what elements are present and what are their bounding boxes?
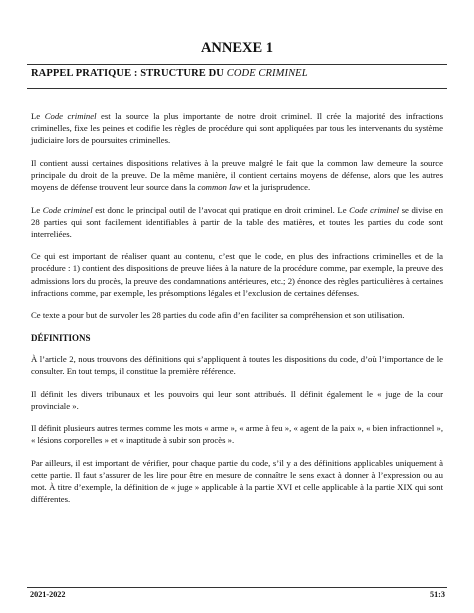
annexe-title: ANNEXE 1 — [200, 40, 274, 56]
p1-italic: Code criminel — [44, 111, 97, 121]
p1-text-b: est la source la plus importante de notre droit criminel. Il crée la majorité des infractions criminelles, fixe les peines et codifie les règles de procédure qui sont appliquées par tous les intervenants du système judiciaire lors de poursuites criminelles. — [31, 111, 443, 146]
p2-text-a: Il contient aussi certaines dispositions relatives à la preuve malgré le fait que la common law demeure la source principale du droit de la preuve. De la même manière, il contient certains moyens de défense, alors que les autres moyens de défense trouvent leur source dans la — [31, 157, 443, 192]
p2-italic: common law — [197, 181, 242, 192]
footer-rule — [27, 587, 447, 588]
paragraph-8: Il définit plusieurs autres termes comme les mots « arme », « arme à feu », « agent de la paix », « bien infractionnel », « lésions corporelles » et « inaptitude à subir son procès ». — [31, 423, 443, 446]
definitions-heading: DÉFINITIONS — [31, 332, 91, 343]
paragraph-7: Il définit les divers tribunaux et les pouvoirs qui leur sont attribués. Il définit également le « juge de la cour provinciale ». — [31, 388, 443, 411]
paragraph-6: À l’article 2, nous trouvons des définitions qui s’appliquent à toutes les dispositions du code, d’où l’importance de le consulter. En tout temps, il constitue la première référence. — [31, 353, 443, 376]
p3-italic-1: Code criminel — [42, 204, 93, 215]
body-text — [31, 110, 443, 516]
paragraph-1 — [31, 110, 443, 146]
paragraph-9: Par ailleurs, il est important de vérifier, pour chaque partie du code, s’il y a des définitions applicables uniquement à cette partie. Il faut s’assurer de les lire pour être en mesure de connaître le sens exact à donner à l’expression ou au mot. À titre d’exemple, la définition de « juge » applicable à la partie XVI et celle applicable à la partie XIX qui sont différentes. — [31, 457, 443, 505]
p3-text-a: Le — [31, 204, 43, 215]
paragraph-5: Ce texte a pour but de survoler les 28 parties du code afin d’en faciliter sa compréhension et son utilisation. — [31, 310, 405, 321]
footer-year: 2021-2022 — [30, 590, 66, 599]
paragraph-4: Ce qui est important de réaliser quant au contenu, c’est que le code, en plus des infractions criminelles et de la procédure : 1) contient des dispositions de preuve liées à la nature de la procédure comme, par exemple, la preuve des admissions lors du procès, la preuve des condamnations antérieures, etc.; 2) énonce des règles particulières à certaines infractions comme, par exemple, les présomptions légales et l’exclusion de certaines défenses. — [31, 251, 443, 298]
section-title-italic: CODE CRIMINEL — [226, 68, 308, 79]
p1-text-a: Le — [31, 111, 45, 121]
header-top-rule — [27, 64, 447, 65]
paragraph-3 — [31, 204, 443, 240]
p3-italic-2: Code criminel — [349, 204, 400, 215]
p2-text-b: et la jurisprudence. — [241, 181, 311, 192]
p3-text-c: se divise en 28 parties qui sont facilement identifiables à partir de la table des matières, et toutes les parties du code sont interreliées. — [31, 204, 444, 239]
p3-text-b: est donc le principal outil de l’avocat qui pratique en droit criminel. Le — [92, 204, 350, 215]
header-bottom-rule — [27, 88, 447, 89]
section-title-prefix: RAPPEL PRATIQUE : STRUCTURE DU — [31, 68, 227, 79]
paragraph-2 — [31, 157, 443, 193]
page-number: 51:3 — [429, 590, 445, 599]
section-title — [31, 68, 308, 79]
